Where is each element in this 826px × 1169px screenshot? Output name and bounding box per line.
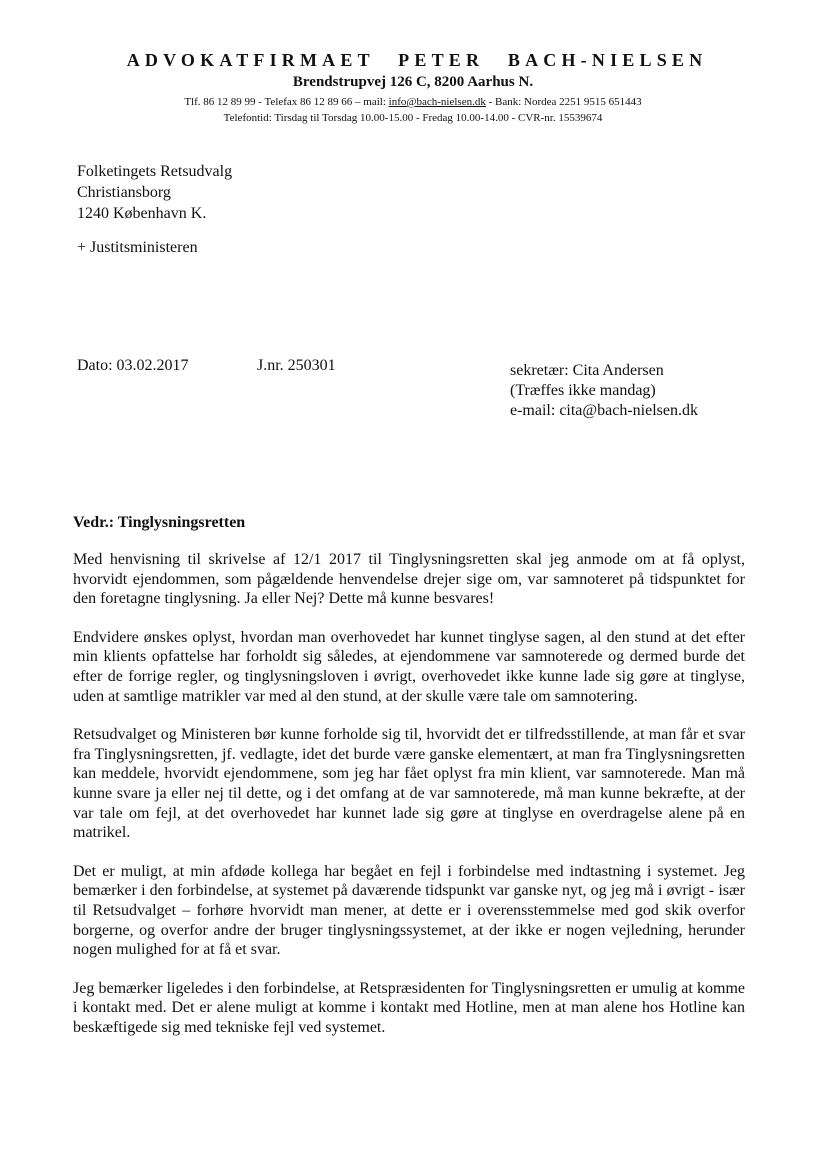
letter-body xyxy=(73,550,745,1056)
office-hours: Telefontid: Tirsdag til Torsdag 10.00-15.00 - Fredag 10.00-14.00 - CVR-nr. 15539674 xyxy=(223,112,603,124)
secretary-note: (Træffes ikke mandag) xyxy=(510,382,656,399)
secretary-email: e-mail: cita@bach-nielsen.dk xyxy=(510,402,698,419)
body-paragraph: Endvidere ønskes oplyst, hvordan man overhovedet har kunnet tinglyse sagen, al den stund at det efter min klients opfattelse har forholdt sig således, at ejendommene var samnoterede og dermed burde det efter de forrige regler, og tinglysningsloven i øvrigt, overhovedet ikke kunne lade sig gøre at tinglyse, uden at samtlige matrikler var med al den stund, at der skulle være tale om samnotering. xyxy=(73,628,745,705)
recipient-line-2: Christiansborg xyxy=(77,184,171,201)
body-paragraph: Jeg bemærker ligeledes i den forbindelse, at Retspræsidenten for Tinglysningsretten er umulig at komme i kontakt med. Det er alene muligt at komme i kontakt med Hotline, men at man alene hos Hotline kan beskæftigede sig med tekniske fejl ved systemet. xyxy=(73,979,745,1036)
firm-email-link[interactable]: info@bach-nielsen.dk xyxy=(388,96,486,108)
recipient-line-1: Folketingets Retsudvalg xyxy=(77,163,233,180)
journal-number: J.nr. 250301 xyxy=(257,357,336,374)
bank-text: - Bank: Nordea 2251 9515 651443 xyxy=(485,96,642,108)
contact-line xyxy=(0,96,826,108)
subject-line: Vedr.: Tinglysningsretten xyxy=(73,514,246,531)
body-paragraph: Med henvisning til skrivelse af 12/1 2017 til Tinglysningsretten skal jeg anmode om at få oplyst, hvorvidt ejendommen, som pågældende henvendelse drejer sige om, var samnoteret på tidspunktet for den foretagne tinglysning. Ja eller Nej? Dette må kunne besvares! xyxy=(73,551,745,608)
body-paragraph: Det er muligt, at min afdøde kollega har begået en fejl i forbindelse med indtastning i systemet. Jeg bemærker i den forbindelse, at systemet på daværende tidspunkt var ganske nyt, og jeg må i øvrigt - især til Retsudvalget – forhøre hvorvidt man mener, at dette er i overensstemmelse med god skik overfor borgerne, og overfor andre der bruger tinglysningssystemet, at der ikke er nogen vejledning, herunder nogen mulighed for at få et svar. xyxy=(73,862,745,959)
secretary-name: sekretær: Cita Andersen xyxy=(510,362,664,379)
body-paragraph: Retsudvalget og Ministeren bør kunne forholde sig til, hvorvidt det er tilfredsstillende, at man får et svar fra Tinglysningsretten, jf. vedlagte, idet det burde være ganske elementært, at man fra Tinglysningsretten kan meddele, hvorvidt ejendommene, som jeg har fået oplyst fra min klient, var samnoterede. Man må kunne svare ja eller nej til dette, og i det omfang at de var samnoterede, må man kunne bekræfte, at der var tale om fejl, at det overhovedet har kunnet lade sig gøre at tinglyse en overdragelse alene på en matrikel. xyxy=(73,726,745,842)
letter-date: Dato: 03.02.2017 xyxy=(77,357,189,374)
firm-name: ADVOKATFIRMAET PETER BACH-NIELSEN xyxy=(126,50,708,70)
firm-address: Brendstrupvej 126 C, 8200 Aarhus N. xyxy=(292,74,534,90)
phone-fax-text: Tlf. 86 12 89 99 - Telefax 86 12 89 66 – mail: xyxy=(184,96,389,108)
recipient-line-3: 1240 København K. xyxy=(77,205,207,222)
cc-recipient: + Justitsministeren xyxy=(77,239,198,256)
secretary-block xyxy=(510,361,698,421)
recipient-address xyxy=(77,161,232,224)
